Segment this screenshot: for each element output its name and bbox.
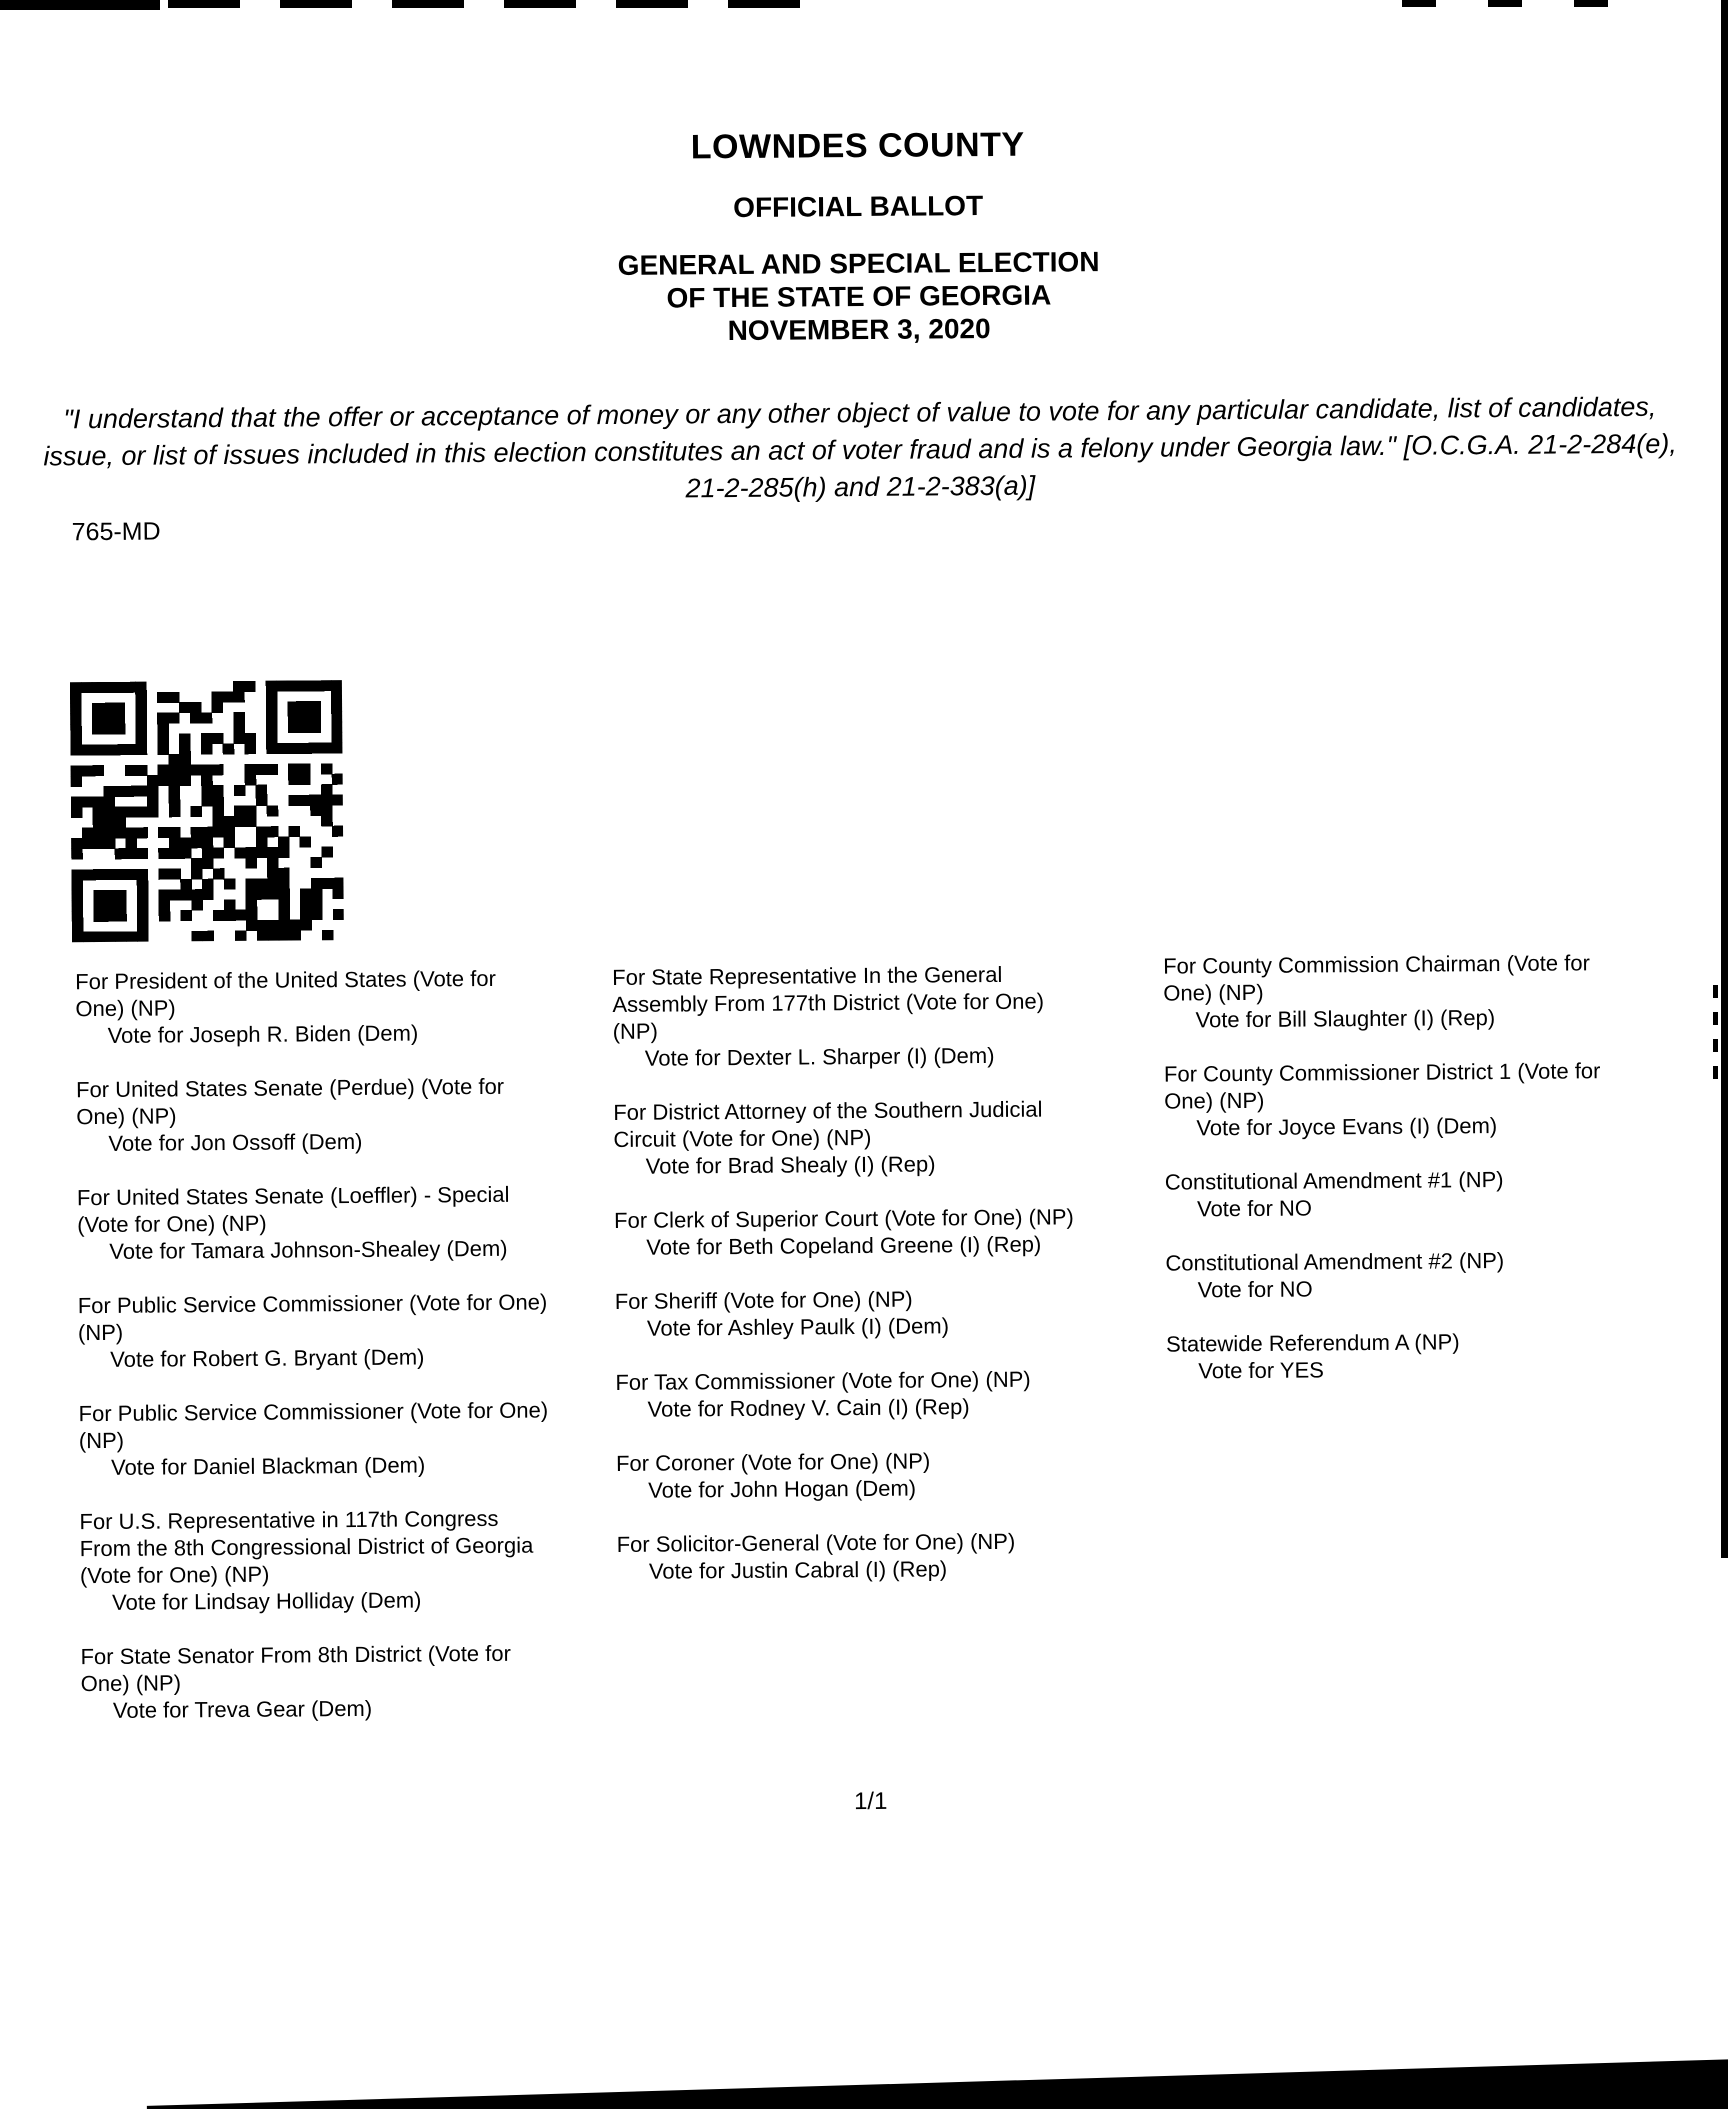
contest-title: For Sheriff (Vote for One) (NP): [614, 1286, 913, 1314]
contest-title: For Tax Commissioner (Vote for One) (NP): [615, 1366, 1031, 1395]
contest: [615, 1365, 1095, 1423]
ballot-column-3: [1163, 949, 1627, 1412]
contest-title: For State Senator From 8th District (Vote for One) (NP): [80, 1640, 511, 1697]
contest: [1166, 1327, 1626, 1385]
contest-title: For County Commissioner District 1 (Vote for One) (NP): [1163, 1058, 1601, 1114]
contest-title: For Public Service Commissioner (Vote for One) (NP): [78, 1397, 549, 1454]
contest-selection: Vote for NO: [1196, 1195, 1313, 1222]
contest-title: Constitutional Amendment #2 (NP): [1165, 1247, 1505, 1276]
contest-selection: Vote for Lindsay Holliday (Dem): [112, 1587, 422, 1615]
contest: [75, 965, 546, 1050]
election-title-line1: GENERAL AND SPECIAL ELECTION: [617, 246, 1100, 281]
ballot-header: [0, 121, 1723, 353]
contest-selection: Vote for Treva Gear (Dem): [112, 1695, 373, 1723]
contest-title: For Clerk of Superior Court (Vote for One) (NP): [614, 1204, 1074, 1233]
contest-selection: Vote for Joseph R. Biden (Dem): [107, 1020, 419, 1048]
contest: [76, 1073, 547, 1158]
contest-selection: Vote for Dexter L. Sharper (I) (Dem): [644, 1042, 995, 1071]
page-number: 1/1: [853, 1787, 888, 1816]
contest-selection: Vote for Brad Shealy (I) (Rep): [645, 1151, 936, 1179]
contest-selection: Vote for Tamara Johnson-Shealey (Dem): [109, 1235, 508, 1264]
contest-selection: Vote for Daniel Blackman (Dem): [110, 1452, 426, 1480]
contest-selection: Vote for YES: [1198, 1357, 1324, 1384]
contest: [79, 1396, 550, 1481]
contest: [614, 1203, 1094, 1261]
contest: [616, 1446, 1096, 1504]
contest-selection: Vote for Joyce Evans (I) (Dem): [1196, 1113, 1498, 1141]
ballot-style-code: 765-MD: [71, 517, 161, 547]
contest: [1164, 1057, 1625, 1142]
election-title-line2: OF THE STATE OF GEORGIA: [666, 279, 1052, 314]
ballot-column-1: [75, 965, 551, 1752]
qr-code: [70, 680, 344, 942]
scan-artifact-top-edge: [0, 0, 1660, 10]
county-title: LOWNDES COUNTY: [690, 125, 1025, 167]
contest-selection: Vote for Justin Cabral (I) (Rep): [648, 1556, 948, 1584]
contest-title: For District Attorney of the Southern Judicial Circuit (Vote for One) (NP): [613, 1096, 1043, 1152]
contest: [613, 1095, 1094, 1180]
contest: [1165, 1246, 1625, 1304]
contest-title: For United States Senate (Perdue) (Vote for One) (NP): [75, 1073, 505, 1130]
ballot-type-title: OFFICIAL BALLOT: [733, 190, 984, 224]
scan-artifact-right-edge: [1721, 0, 1728, 1558]
contest: [77, 1180, 548, 1265]
contest-title: Constitutional Amendment #1 (NP): [1164, 1166, 1504, 1195]
contest-title: For Coroner (Vote for One) (NP): [615, 1448, 931, 1476]
scan-artifact-right-ticks: [1713, 985, 1718, 1081]
contest: [1163, 949, 1624, 1034]
contest-selection: Vote for NO: [1197, 1276, 1313, 1303]
contest-selection: Vote for Rodney V. Cain (I) (Rep): [647, 1394, 970, 1422]
contest-title: For State Representative In the General Assembly From 177th District (Vote for One) (NP): [612, 961, 1045, 1044]
contest-selection: Vote for Jon Ossoff (Dem): [108, 1128, 363, 1156]
contest: [617, 1527, 1097, 1585]
contest-selection: Vote for John Hogan (Dem): [648, 1475, 917, 1503]
contest-selection: Vote for Robert G. Bryant (Dem): [110, 1344, 425, 1372]
contest-selection: Vote for Ashley Paulk (I) (Dem): [646, 1313, 950, 1341]
contest-title: For President of the United States (Vote for One) (NP): [75, 965, 496, 1022]
voter-fraud-disclaimer: "I understand that the offer or acceptance of money or any other object of value to vote for any particular candidate, list of candidates, issue, or list of issues included in this election constitutes an act of voter fraud and is a felony under Georgia law." [O.C.G.A. 21-2-284(e), 21-2-285(h) and 21-2-383(a)]: [43, 391, 1677, 504]
contest-title: For County Commission Chairman (Vote for One) (NP): [1163, 950, 1590, 1006]
contest-selection: Vote for Beth Copeland Greene (I) (Rep): [646, 1231, 1042, 1260]
contest-title: For Solicitor-General (Vote for One) (NP): [616, 1528, 1016, 1557]
election-title: [0, 240, 1723, 353]
contest-title: For U.S. Representative in 117th Congress From the 8th Congressional District of Georgia (Vote for One) (NP): [79, 1505, 534, 1589]
contest: [615, 1284, 1095, 1342]
ballot-column-2: [612, 960, 1097, 1612]
contest-title: For United States Senate (Loeffler) - Special (Vote for One) (NP): [76, 1181, 510, 1238]
contest: [78, 1288, 549, 1373]
contest-title: Statewide Referendum A (NP): [1166, 1329, 1460, 1357]
contest: [612, 960, 1093, 1072]
contest: [80, 1639, 551, 1724]
contest-selection: Vote for Bill Slaughter (I) (Rep): [1195, 1005, 1496, 1033]
contest-title: For Public Service Commissioner (Vote for One) (NP): [77, 1289, 548, 1346]
contest: [79, 1504, 550, 1616]
contest: [1165, 1165, 1625, 1223]
election-date: NOVEMBER 3, 2020: [727, 312, 991, 347]
